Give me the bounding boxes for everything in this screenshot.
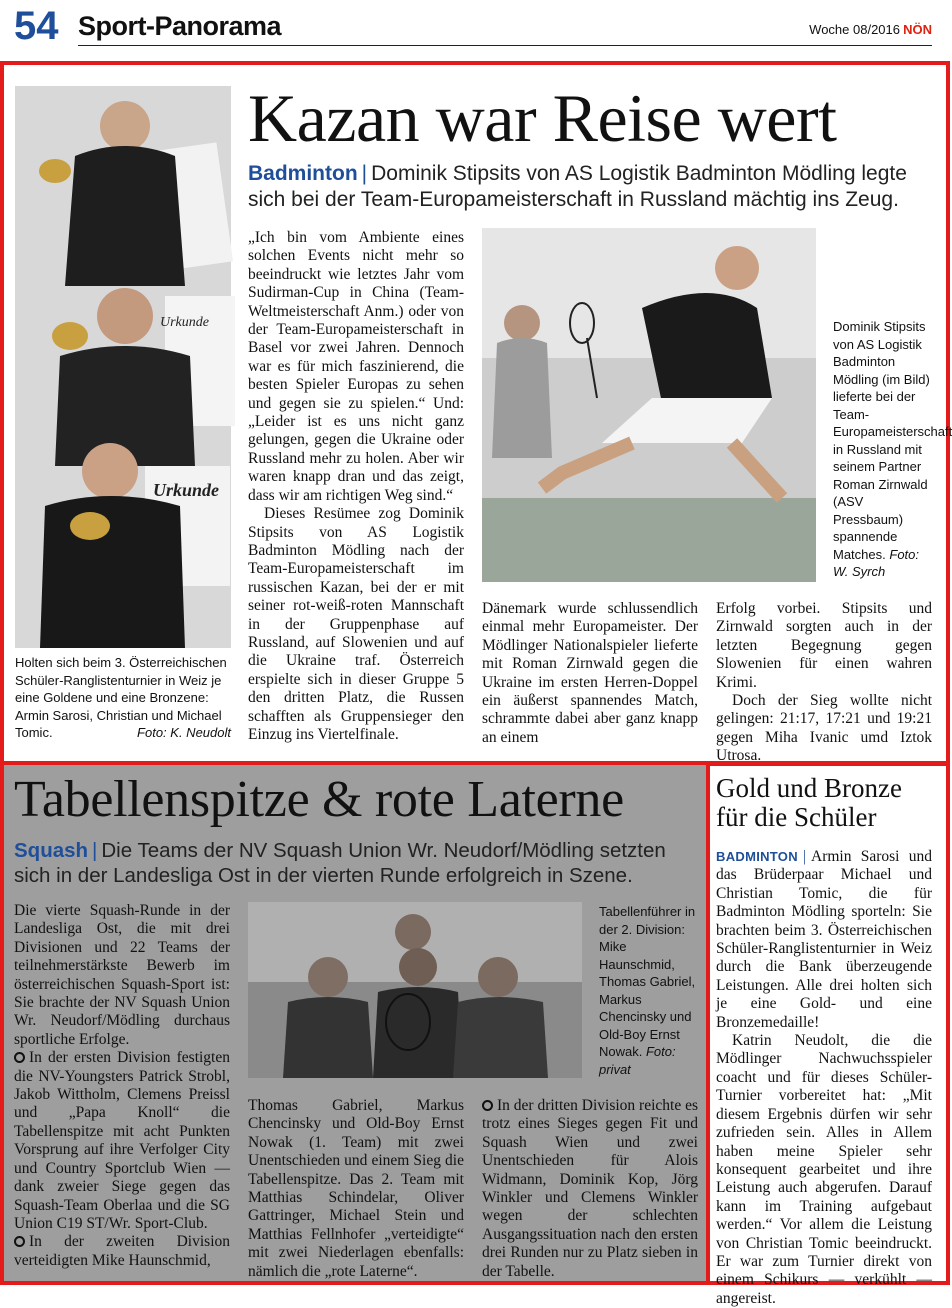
kicker-badminton-small: BADMINTON (716, 849, 798, 864)
caption-left-credit: Foto: K. Neudolt (137, 725, 231, 740)
brand-logo: NÖN (903, 22, 932, 37)
deck-squash-text: Die Teams der NV Squash Union Wr. Neudorf/Mödling setzten sich in der Landesliga Ost in der vierten Runde erfolgreich in Szene. (14, 839, 666, 887)
kicker-separator-small: | (802, 848, 807, 865)
article1-column-2 (482, 600, 698, 747)
header-rule (78, 45, 932, 46)
section-title: Sport-Panorama (78, 11, 282, 41)
article2-column-2 (248, 1097, 464, 1281)
headline-gold-bronze-line1: Gold und Bronze (716, 773, 902, 803)
caption-badminton-text: Dominik Stipsits von AS Logistik Badminton Mödling (im Bild) lieferte bei der Team-Europameisterschaft in Russland mit seinem Partner Roman Zirnwald (ASV Pressbaum) spannende Matches. (833, 319, 952, 562)
article2-column-3 (482, 1097, 698, 1281)
article2-column-1 (14, 902, 230, 1270)
article1-col3-para2: Doch der Sieg wollte nicht gelingen: 21:17, 17:21 und 19:21 gegen Miha Ivanic umd Iztok Utrosa. (716, 692, 932, 765)
headline-gold-bronze-line2: für die Schüler (716, 802, 877, 832)
headline-gold-bronze (716, 774, 942, 832)
article2-col1-para2: In der ersten Division festigten die NV-Youngsters Patrick Strobl, Jakob Wittholm, Clemens Preissl und „Papa Knoll“ die Tabellenspitze mit acht Punkten Vorsprung auf ihre Verfolger City und Country Sportclub Wien — dank zweier Siege gegen das Squash-Team Oberlaa und die SG Union C19 ST/Wr. Sport-Club. (14, 1049, 230, 1232)
deck-squash (14, 838, 704, 888)
article3-column (716, 848, 932, 1308)
bullet-icon (14, 1052, 25, 1063)
bullet-icon (14, 1236, 25, 1247)
headline-badminton: Kazan war Reise wert (248, 80, 837, 156)
bullet-icon (482, 1100, 493, 1111)
article1-col2-para: Dänemark wurde schlussendlich einmal mehr Europameister. Der Mödlinger Nationalspieler lieferte mit Roman Zirnwald gegen die Ukraine im ersten Herren-Doppel ein äußerst spannendes Match, schrammte dabei aber ganz knapp an einem (482, 600, 698, 746)
article3-para1: Armin Sarosi und das Brüderpaar Michael und Christian Tomic, die für Badminton Mödling sporteln: Sie brachten beim 3. Österreichischen Schüler-Ranglistenturnier in Weiz durch die Bank überzeugende Leistungen. Alle drei holten sich je eine Gold- und eine Bronzemedaille! (716, 848, 932, 1031)
kicker-squash: Squash (14, 839, 89, 862)
deck-badminton-text: Dominik Stipsits von AS Logistik Badminton Mödling legte sich bei der Team-Europameisterschaft in Russland mächtig ins Zeug. (248, 162, 907, 211)
caption-squash-credit: Foto: privat (599, 1044, 676, 1077)
headline-squash: Tabellenspitze & rote Laterne (14, 771, 624, 828)
kicker-separator: | (361, 162, 368, 185)
article3-para2: Katrin Neudolt, die die Mödlinger Nachwuchsspieler coacht und für dieses Schüler-Turnier vorbereitet hat: „Mit diesem Ergebnis dürfen wir sehr zufrieden sein. Alles in Allem haben meine Spieler sehr konsequent gearbeitet und ihre Leistung auch abgerufen. Darauf kann im Training aufgebaut werden.“ Vor allem die Leistung von Christian Tomic beeindruckt. Er war zum Turnier direkt von einem Schikurs — verkühlt — angereist. (716, 1032, 932, 1307)
photo-squash-team (248, 902, 582, 1078)
certificate-text-1: Urkunde (160, 315, 209, 330)
caption-squash-text: Tabellenführer in der 2. Division: Mike Haunschmid, Thomas Gabriel, Markus Chencinsky und Old-Boy Ernst Nowak. (599, 904, 696, 1059)
caption-squash-photo (599, 903, 703, 1078)
kicker-separator-squash: | (92, 839, 98, 862)
caption-left-photo (15, 654, 231, 742)
article2-col1-para1: Die vierte Squash-Runde in der Landesliga Ost, die mit drei Divisionen und 22 Teams der teilnehmerstärkste Bewerb im österreichischen Squash-Sport ist: Sie brachte der NV Squash Union Wr. Neudorf/Mödling durchaus sportliche Erfolge. (14, 902, 230, 1048)
article1-col1-para2: Dieses Resümee zog Dominik Stipsits von AS Logistik Badminton Mödling nach der Team-Europameisterschaft im russischen Kazan, bei der er mit seiner rot-weiß-roten Mannschaft in der Gruppenphase auf Russland, auf Slowenien und auf die Ukraine traf. Österreich erspielte sich in dieser Gruppe 5 den dritten Platz, die Russen schafften als Gruppensieger den Einzug ins Viertelfinale. (248, 505, 464, 743)
issue-week: Woche 08/2016 (809, 22, 900, 37)
caption-badminton-credit: Foto: W. Syrch (833, 546, 919, 579)
article2-col3-para: In der dritten Division reichte es trotz eines Sieges gegen Fit und Squash Wien und zwei Unentschieden für Alois Widmann, Dominik Kop, Jörg Winkler und Clemens Winkler wegen der schlechten Ausgangssituation nach den ersten drei Runden nur zu Platz sieben in der Tabelle. (482, 1097, 699, 1280)
kicker-badminton: Badminton (248, 162, 358, 185)
caption-badminton-photo (833, 318, 952, 581)
article2-col2-para: Thomas Gabriel, Markus Chencinsky und Old-Boy Ernst Nowak (1. Team) mit zwei Unentschieden und einem Sieg die Tabellenspitze. Das 2. Team mit Matthias Schindelar, Oliver Gattringer, Michael Stein und Matthias Fellnhofer „verteidigte“ mit zwei Niederlagen ebenfalls: nämlich die „rote Laterne“. (248, 1097, 464, 1280)
article1-column-3 (716, 600, 932, 766)
article1-column-1 (248, 229, 464, 744)
deck-badminton (248, 161, 938, 213)
photo-badminton-player (482, 228, 816, 582)
page-number: 54 (14, 4, 59, 48)
article1-col1-para1: „Ich bin vom Ambiente eines solchen Events nicht mehr so beeindruckt wie letztes Jahr vom Sudirman-Cup in China (Team-Weltmeisterschaft Anm.) oder von der Team-Europameisterschaft in Basel vor zwei Jahren. Dennoch war es für mich faszinierend, die besten Spieler Europas zu sehen und gegen sie zu spielen.“ Und: „Leider ist es uns nicht ganz gelungen, gegen die Ukraine oder Russland mehr zu holen. Aber wir waren knapp dran und das zeigt, dass wir am richtigen Weg sind.“ (248, 229, 464, 504)
photo-three-boys-trophies (15, 86, 231, 648)
certificate-text-2: Urkunde (153, 480, 220, 500)
article1-col3-para1: Erfolg vorbei. Stipsits und Zirnwald sorgten auch in der letzten Begegnung gegen Slowenien für einen wahren Krimi. (716, 600, 932, 691)
article2-col1-para3: In der zweiten Division verteidigten Mike Haunschmid, (14, 1233, 230, 1269)
caption-left-text: Holten sich beim 3. Österreichischen Schüler-Ranglistenturnier in Weiz je eine Goldene und eine Bronzene: Armin Sarosi, Christian und Michael Tomic. (15, 655, 227, 740)
